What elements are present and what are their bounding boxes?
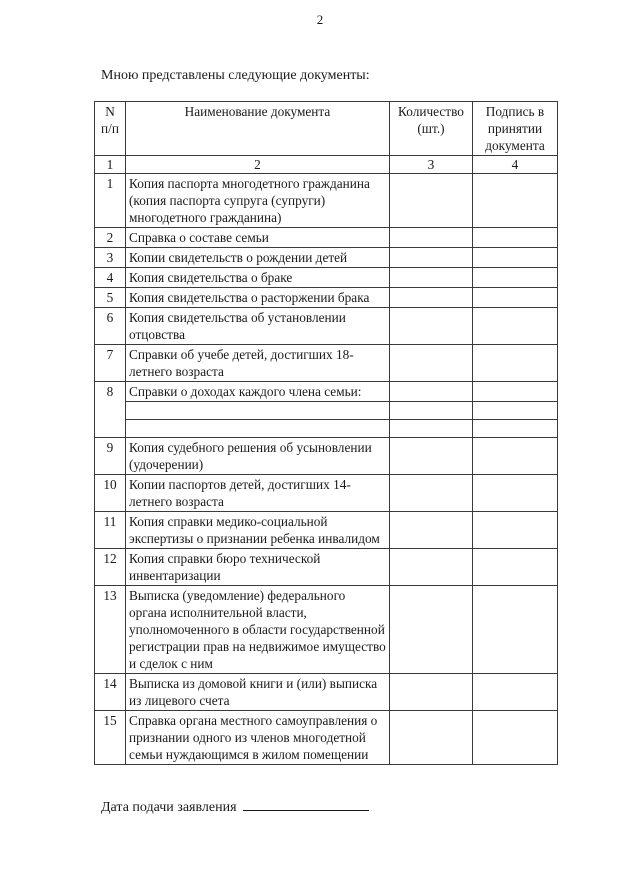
document-name: Копия свидетельства об установлении отцовства (126, 308, 390, 345)
column-index-row (95, 156, 558, 174)
row-number: 6 (95, 308, 126, 345)
header-name: Наименование документа (126, 102, 390, 156)
documents-table (94, 101, 558, 765)
quantity-cell[interactable] (390, 308, 473, 345)
table-row (95, 248, 558, 268)
row-number: 12 (95, 549, 126, 586)
table-row (95, 674, 558, 711)
document-name: Выписка (уведомление) федерального органа исполнительной власти, уполномоченного в области государственной регистрации прав на недвижимое имущество и сделок с ним (126, 586, 390, 674)
column-index-cell: 1 (95, 156, 126, 174)
table-row (95, 549, 558, 586)
quantity-cell[interactable] (390, 345, 473, 382)
table-row (95, 475, 558, 512)
table-row (95, 345, 558, 382)
row-number: 8 (95, 382, 126, 438)
row-number: 9 (95, 438, 126, 475)
row-number: 14 (95, 674, 126, 711)
submission-date-label: Дата подачи заявления (101, 800, 237, 815)
signature-cell[interactable] (473, 475, 558, 512)
table-row (95, 228, 558, 248)
row-number: 5 (95, 288, 126, 308)
row-number: 11 (95, 512, 126, 549)
signature-cell[interactable] (473, 586, 558, 674)
name-blank[interactable] (126, 402, 390, 420)
table-row (95, 288, 558, 308)
document-name: Копия паспорта многодетного гражданина (копия паспорта супруга (супруги) многодетного гражданина) (126, 174, 390, 228)
signature-cell[interactable] (473, 420, 558, 438)
document-name: Выписка из домовой книги и (или) выписка из лицевого счета (126, 674, 390, 711)
signature-cell[interactable] (473, 268, 558, 288)
quantity-cell[interactable] (390, 420, 473, 438)
column-index-cell: 4 (473, 156, 558, 174)
table-row (95, 268, 558, 288)
column-index-cell: 3 (390, 156, 473, 174)
quantity-cell[interactable] (390, 288, 473, 308)
header-num (95, 102, 126, 156)
signature-cell[interactable] (473, 402, 558, 420)
table-row (95, 512, 558, 549)
signature-cell[interactable] (473, 174, 558, 228)
document-name: Копия свидетельства о браке (126, 268, 390, 288)
document-name: Справки об учебе детей, достигших 18-летнего возраста (126, 345, 390, 382)
signature-cell[interactable] (473, 382, 558, 402)
table-row (95, 711, 558, 765)
submission-date-blank[interactable] (243, 797, 369, 811)
document-name: Копия судебного решения об усыновлении (удочерении) (126, 438, 390, 475)
document-name: Копия справки медико-социальной экспертизы о признании ребенка инвалидом (126, 512, 390, 549)
signature-cell[interactable] (473, 345, 558, 382)
table-row (95, 308, 558, 345)
quantity-cell[interactable] (390, 228, 473, 248)
table-row (95, 174, 558, 228)
quantity-cell[interactable] (390, 549, 473, 586)
quantity-cell[interactable] (390, 402, 473, 420)
name-blank[interactable] (126, 420, 390, 438)
document-name: Справка о составе семьи (126, 228, 390, 248)
quantity-cell[interactable] (390, 382, 473, 402)
signature-cell[interactable] (473, 248, 558, 268)
table-header-row (95, 102, 558, 156)
document-name: Копия справки бюро технической инвентаризации (126, 549, 390, 586)
income-subrow (95, 420, 558, 438)
row-number: 15 (95, 711, 126, 765)
row-number: 4 (95, 268, 126, 288)
quantity-cell[interactable] (390, 512, 473, 549)
column-index-cell: 2 (126, 156, 390, 174)
signature-cell[interactable] (473, 674, 558, 711)
document-name: Копии свидетельств о рождении детей (126, 248, 390, 268)
signature-cell[interactable] (473, 288, 558, 308)
row-number: 13 (95, 586, 126, 674)
signature-cell[interactable] (473, 512, 558, 549)
table-row (95, 438, 558, 475)
intro-text: Мною представлены следующие документы: (101, 68, 370, 83)
quantity-cell[interactable] (390, 586, 473, 674)
page-number: 2 (316, 12, 324, 27)
quantity-cell[interactable] (390, 248, 473, 268)
table-row (95, 586, 558, 674)
header-qty: Количество (шт.) (390, 102, 473, 156)
row-number: 2 (95, 228, 126, 248)
submission-date-line (101, 797, 369, 816)
document-name: Справка органа местного самоуправления о признании одного из членов многодетной семьи нуждающимся в жилом помещении (126, 711, 390, 765)
row-number: 1 (95, 174, 126, 228)
signature-cell[interactable] (473, 549, 558, 586)
header-sign: Подпись в принятии документа (473, 102, 558, 156)
quantity-cell[interactable] (390, 475, 473, 512)
signature-cell[interactable] (473, 711, 558, 765)
document-name: Справки о доходах каждого члена семьи: (126, 382, 390, 402)
quantity-cell[interactable] (390, 674, 473, 711)
row-number: 7 (95, 345, 126, 382)
quantity-cell[interactable] (390, 438, 473, 475)
signature-cell[interactable] (473, 308, 558, 345)
quantity-cell[interactable] (390, 174, 473, 228)
document-name: Копия свидетельства о расторжении брака (126, 288, 390, 308)
signature-cell[interactable] (473, 438, 558, 475)
document-name: Копии паспортов детей, достигших 14-летнего возраста (126, 475, 390, 512)
income-subrow (95, 402, 558, 420)
table-row (95, 382, 558, 402)
header-num-label: N п/п (101, 104, 119, 136)
signature-cell[interactable] (473, 228, 558, 248)
row-number: 3 (95, 248, 126, 268)
quantity-cell[interactable] (390, 268, 473, 288)
quantity-cell[interactable] (390, 711, 473, 765)
row-number: 10 (95, 475, 126, 512)
